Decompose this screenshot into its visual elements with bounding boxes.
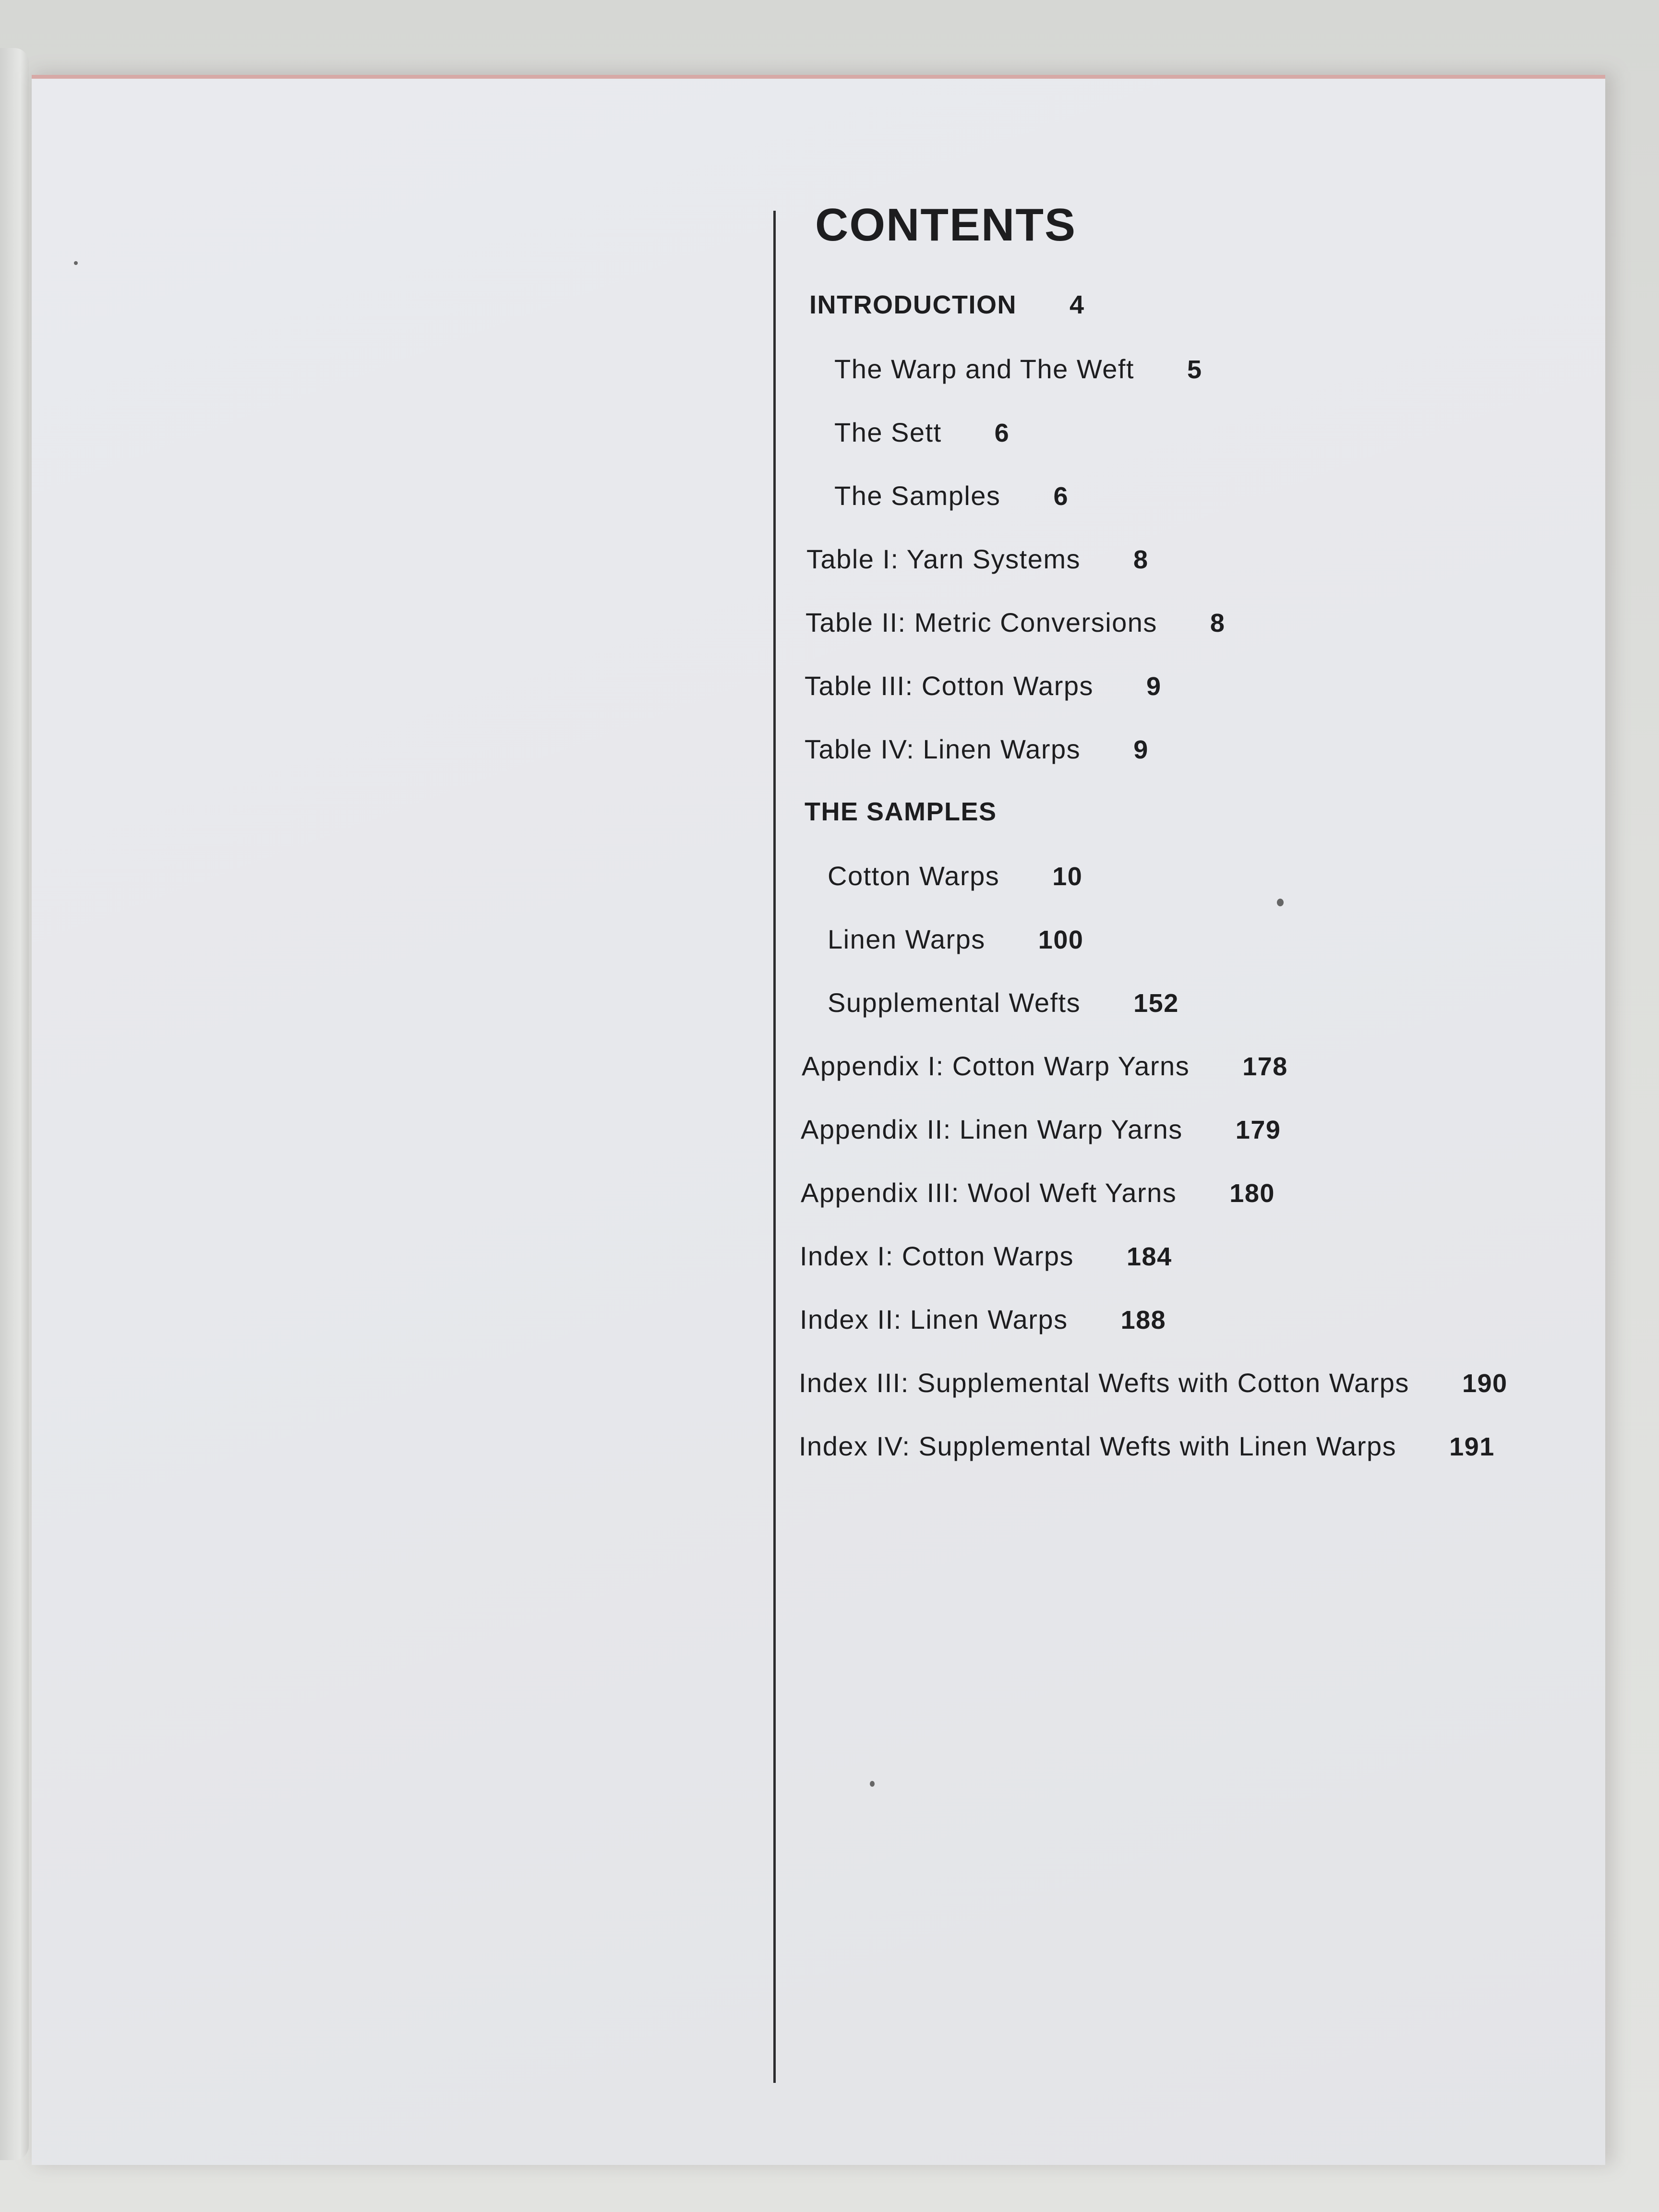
toc-entry-title: Index III: Supplemental Wefts with Cotton Warps [799,1368,1409,1398]
previous-page-edge [0,48,29,2160]
toc-entry-list [799,290,1577,1494]
toc-entry-page-number: 190 [1462,1369,1508,1398]
toc-entry-page-number: 191 [1449,1432,1495,1461]
toc-entry [799,1367,1577,1431]
toc-entry-page-number: 8 [1133,545,1149,574]
toc-entry [805,607,1577,670]
table-of-contents [799,199,1577,1494]
toc-entry-title: Linen Warps [828,924,986,954]
toc-entry-title: The Warp and The Weft [834,354,1134,384]
toc-entry-title: Supplemental Wefts [828,987,1081,1018]
toc-entry-title: Table II: Metric Conversions [805,607,1157,637]
toc-entry-page-number: 9 [1133,735,1149,764]
toc-entry-title: Table IV: Linen Warps [805,734,1081,764]
toc-entry-title: Index I: Cotton Warps [800,1241,1074,1271]
dust-speck [74,261,78,265]
toc-entry [809,290,1577,353]
toc-entry-title: Table I: Yarn Systems [806,544,1081,574]
toc-entry [803,987,1577,1050]
dust-speck [870,1781,875,1787]
toc-entry-page-number: 179 [1235,1116,1281,1144]
toc-entry-title: Appendix III: Wool Weft Yarns [801,1178,1177,1208]
column-divider-rule [773,211,776,2083]
toc-entry-title: Appendix I: Cotton Warp Yarns [802,1051,1190,1081]
dust-speck [1277,899,1284,906]
toc-entry [809,417,1577,480]
toc-entry-title: Table III: Cotton Warps [805,671,1094,701]
toc-entry [806,543,1577,607]
toc-entry-title: Index II: Linen Warps [800,1304,1068,1334]
toc-entry-title: Cotton Warps [828,861,1000,891]
toc-entry [803,860,1577,924]
toc-entry-title: Index IV: Supplemental Wefts with Linen Warps [799,1431,1397,1461]
toc-entry-title: Appendix II: Linen Warp Yarns [801,1114,1183,1144]
toc-entry-page-number: 9 [1146,672,1162,701]
toc-entry [809,353,1577,417]
toc-entry-page-number: 4 [1069,290,1085,319]
toc-entry-page-number: 188 [1120,1306,1166,1334]
toc-entry [801,1114,1577,1177]
toc-entry [801,1177,1577,1240]
toc-entry [805,670,1577,733]
toc-entry [803,924,1577,987]
toc-entry [809,480,1577,543]
contents-heading: CONTENTS [815,199,1076,251]
toc-entry-page-number: 180 [1229,1179,1275,1208]
toc-entry [799,1431,1577,1494]
toc-entry-page-number: 184 [1127,1242,1172,1271]
toc-entry-title: The Sett [834,417,942,447]
toc-entry-title: INTRODUCTION [809,290,1017,319]
toc-entry-title: The Samples [834,481,1001,511]
toc-entry-page-number: 5 [1187,355,1202,384]
toc-entry [802,1050,1577,1114]
toc-entry [805,733,1577,797]
toc-entry [805,797,1577,860]
toc-entry [800,1304,1577,1367]
toc-entry-title: THE SAMPLES [805,797,997,826]
toc-entry-page-number: 6 [1053,482,1069,511]
toc-entry-page-number: 6 [994,419,1010,447]
toc-entry-page-number: 152 [1133,989,1179,1018]
toc-entry-page-number: 8 [1210,609,1226,637]
book-page [32,75,1605,2165]
toc-entry-page-number: 178 [1242,1052,1288,1081]
toc-entry-page-number: 100 [1038,926,1084,954]
toc-entry [800,1240,1577,1304]
toc-entry-page-number: 10 [1052,862,1083,891]
